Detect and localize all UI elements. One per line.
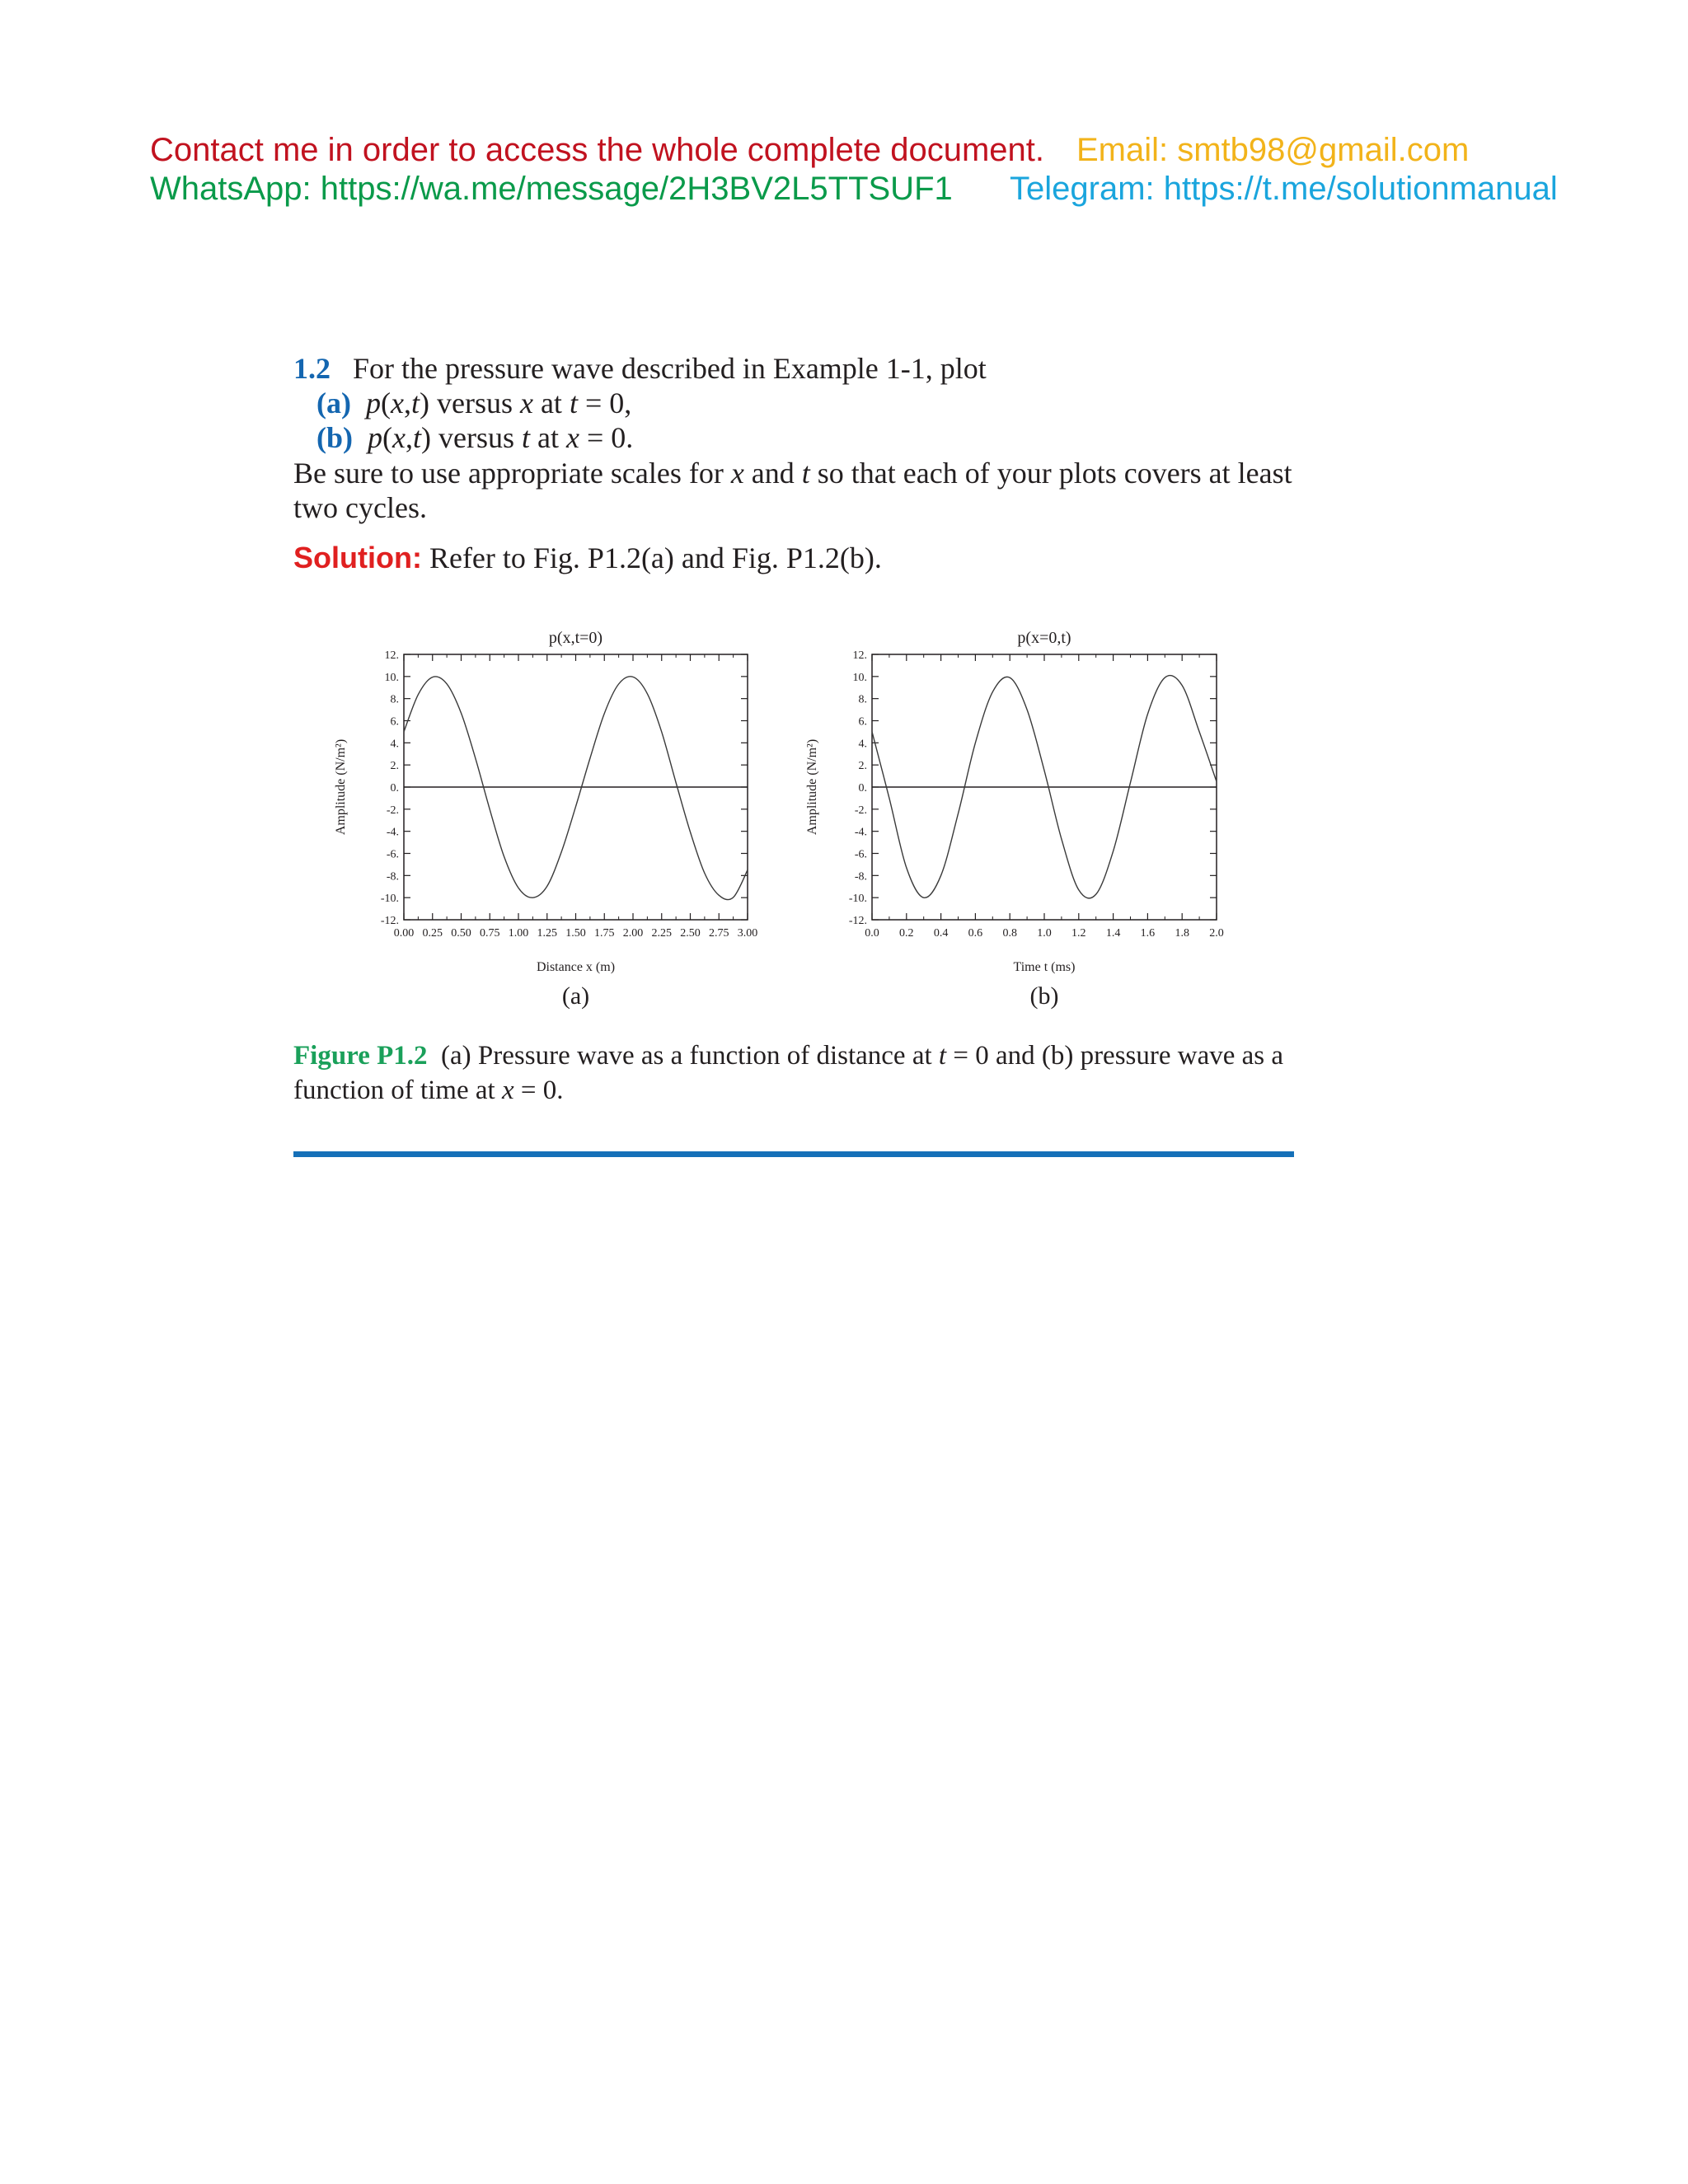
y-tick-label: 2.: [390, 760, 399, 773]
x-tick-label: 1.0: [1037, 927, 1052, 940]
y-tick-label: -2.: [386, 804, 399, 817]
chart-title: p(x,t=0): [548, 629, 603, 647]
figure-label: Figure P1.2: [293, 1041, 428, 1071]
y-tick-label: 12.: [384, 649, 399, 662]
instruction-line-2: two cycles.: [293, 491, 427, 524]
y-tick-label: -2.: [854, 804, 867, 817]
part-a: (a) p(x,t) versus x at t = 0,: [316, 387, 632, 419]
part-b-label: (b): [316, 421, 353, 454]
x-tick-label: 0.25: [422, 927, 443, 940]
solution: [293, 541, 882, 575]
x-axis-label: Time t (ms): [1013, 960, 1076, 974]
telegram-link[interactable]: Telegram: https://t.me/solutionmanual: [1010, 171, 1558, 207]
y-tick-label: -12.: [848, 915, 867, 927]
figure-caption-line-2: function of time at x = 0.: [293, 1076, 564, 1105]
y-tick-label: -10.: [380, 893, 399, 906]
chart-sublabel: (b): [1029, 982, 1059, 1010]
y-tick-label: 12.: [852, 649, 867, 662]
problem-text: For the pressure wave described in Example 1-1, plot: [353, 352, 987, 385]
solution-text: Refer to Fig. P1.2(a) and Fig. P1.2(b).: [429, 541, 882, 574]
x-tick-label: 2.00: [622, 927, 644, 940]
x-tick-label: 0.6: [968, 927, 983, 940]
x-tick-label: 1.50: [565, 927, 586, 940]
x-tick-label: 1.8: [1175, 927, 1189, 940]
solution-label: Solution:: [293, 541, 422, 574]
x-tick-label: 2.75: [709, 927, 729, 940]
x-tick-label: 0.0: [865, 927, 879, 940]
x-tick-label: 1.75: [594, 927, 615, 940]
y-axis-label: Amplitude (N/m²): [805, 738, 819, 836]
series-line: [404, 677, 748, 900]
chart-a: [330, 616, 791, 1012]
y-tick-label: 10.: [852, 671, 867, 684]
y-tick-label: -12.: [380, 915, 399, 927]
email-text: Email: smtb98@gmail.com: [1076, 132, 1470, 168]
problem-statement: [293, 351, 987, 386]
y-tick-label: 6.: [390, 715, 399, 729]
chart-title: p(x=0,t): [1017, 629, 1071, 647]
x-tick-label: 1.4: [1105, 927, 1121, 940]
part-a-label: (a): [316, 387, 351, 419]
y-tick-label: -8.: [854, 870, 867, 883]
x-axis-label: Distance x (m): [536, 960, 616, 974]
y-tick-label: 0.: [858, 782, 867, 794]
x-tick-label: 2.50: [680, 927, 701, 940]
x-tick-label: 0.50: [451, 927, 471, 940]
y-tick-label: -6.: [854, 848, 867, 861]
y-tick-label: -4.: [386, 826, 399, 839]
x-tick-label: 0.00: [393, 927, 415, 940]
y-tick-label: -4.: [854, 826, 867, 839]
x-tick-label: 0.2: [899, 927, 914, 940]
chart-sublabel: (a): [561, 982, 590, 1010]
x-tick-label: 0.75: [480, 927, 500, 940]
figure-caption-line-1: Figure P1.2 (a) Pressure wave as a function of distance at t = 0 and (b) pressure wave as a: [293, 1041, 1284, 1071]
chart-b: [801, 616, 1246, 1012]
x-tick-label: 3.00: [737, 927, 758, 940]
y-axis-label: Amplitude (N/m²): [334, 738, 348, 836]
whatsapp-link[interactable]: WhatsApp: https://wa.me/message/2H3BV2L5TTSUF1: [150, 171, 953, 207]
instruction-line-1: Be sure to use appropriate scales for x and t so that each of your plots covers at least: [293, 457, 1292, 490]
x-tick-label: 1.6: [1140, 927, 1156, 940]
x-tick-label: 0.8: [1002, 927, 1017, 940]
y-tick-label: 4.: [390, 738, 399, 751]
section-divider: [293, 1151, 1294, 1157]
y-tick-label: 8.: [390, 693, 399, 706]
y-tick-label: 10.: [384, 671, 399, 684]
x-tick-label: 0.4: [933, 927, 949, 940]
x-tick-label: 1.2: [1071, 927, 1086, 940]
problem-number: 1.2: [293, 352, 331, 385]
y-tick-label: 0.: [390, 782, 399, 794]
y-tick-label: -6.: [386, 848, 399, 861]
x-tick-label: 2.25: [651, 927, 672, 940]
y-tick-label: -10.: [848, 893, 867, 906]
contact-line: Contact me in order to access the whole complete document.: [150, 132, 1044, 168]
y-tick-label: 8.: [858, 693, 867, 706]
y-tick-label: 2.: [858, 760, 867, 773]
x-tick-label: 1.25: [537, 927, 557, 940]
y-tick-label: 6.: [858, 715, 867, 729]
x-tick-label: 1.00: [508, 927, 529, 940]
x-tick-label: 2.0: [1209, 927, 1224, 940]
y-tick-label: -8.: [386, 870, 399, 883]
part-b: (b) p(x,t) versus t at x = 0.: [316, 421, 634, 454]
y-tick-label: 4.: [858, 738, 867, 751]
